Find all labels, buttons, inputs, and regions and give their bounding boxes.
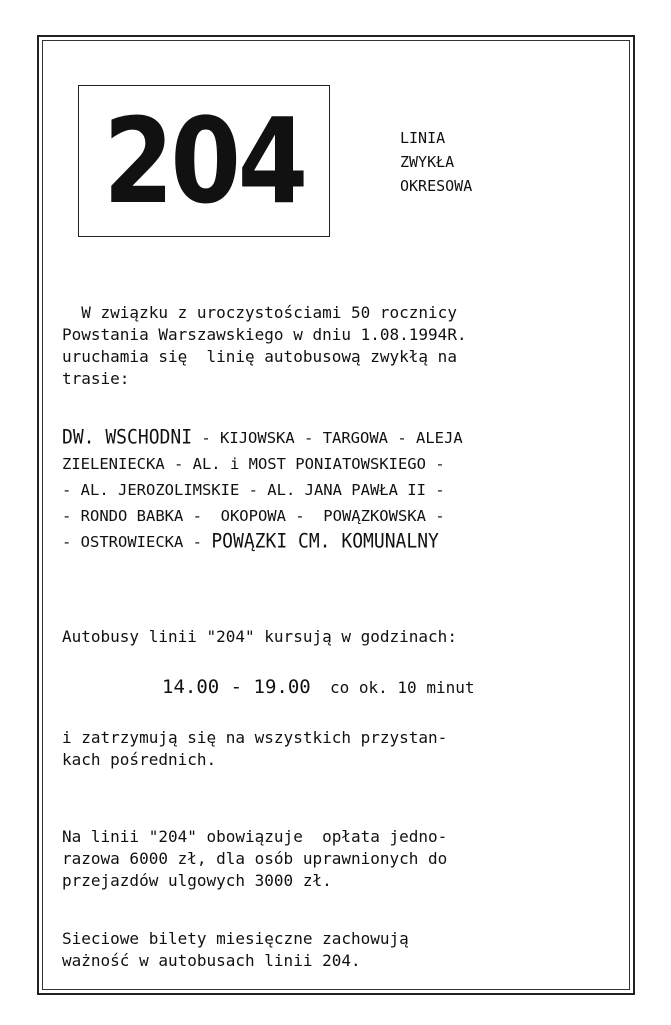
hours-line xyxy=(162,676,474,699)
stops-line: kach pośrednich. xyxy=(62,750,217,769)
fare-line: razowa 6000 zł, dla osób uprawnionych do xyxy=(62,849,448,868)
line-type xyxy=(400,126,472,198)
stops-line: i zatrzymują się na wszystkich przystan- xyxy=(62,728,448,747)
route-start-stop: DW. WSCHODNI xyxy=(62,425,193,449)
route-end-stop: POWĄZKI CM. KOMUNALNY xyxy=(211,529,439,553)
route-line xyxy=(62,529,463,555)
fare-line: przejazdów ulgowych 3000 zł. xyxy=(62,871,332,890)
intro-line: Powstania Warszawskiego w dniu 1.08.1994R. xyxy=(62,325,467,344)
fare-line: Na linii "204" obowiązuje opłata jedno- xyxy=(62,827,448,846)
intro-line: trasie: xyxy=(62,369,130,388)
intro-line: uruchamia się linię autobusową zwykłą na xyxy=(62,347,457,366)
tickets-line: ważność w autobusach linii 204. xyxy=(62,951,361,970)
tickets-line: Sieciowe bilety miesięczne zachowują xyxy=(62,929,409,948)
tickets-paragraph xyxy=(62,928,409,972)
intro-line: W związku z uroczystościami 50 rocznicy xyxy=(62,303,457,322)
route-line: - AL. JEROZOLIMSKIE - AL. JANA PAWŁA II - xyxy=(62,481,445,499)
fare-paragraph xyxy=(62,826,447,892)
route-line xyxy=(62,425,463,451)
frequency: co ok. 10 minut xyxy=(310,678,475,697)
stops-paragraph xyxy=(62,727,447,771)
route-line: ZIELENIECKA - AL. i MOST PONIATOWSKIEGO - xyxy=(62,455,445,473)
route-line: - RONDO BABKA - OKOPOWA - POWĄZKOWSKA - xyxy=(62,507,445,525)
hours-heading: Autobusy linii "204" kursują w godzinach: xyxy=(62,627,457,646)
line-type-period: OKRESOWA xyxy=(400,177,473,195)
route-description xyxy=(62,425,463,555)
time-range: 14.00 - 19.00 xyxy=(162,676,311,698)
route-number: 204 xyxy=(103,92,305,230)
line-type-kind: ZWYKŁA xyxy=(400,153,455,171)
line-type-label: LINIA xyxy=(400,129,446,147)
route-line-text: - OSTROWIECKA - xyxy=(62,533,212,551)
intro-paragraph xyxy=(62,302,467,390)
route-line-text: - KIJOWSKA - TARGOWA - ALEJA xyxy=(192,429,463,447)
